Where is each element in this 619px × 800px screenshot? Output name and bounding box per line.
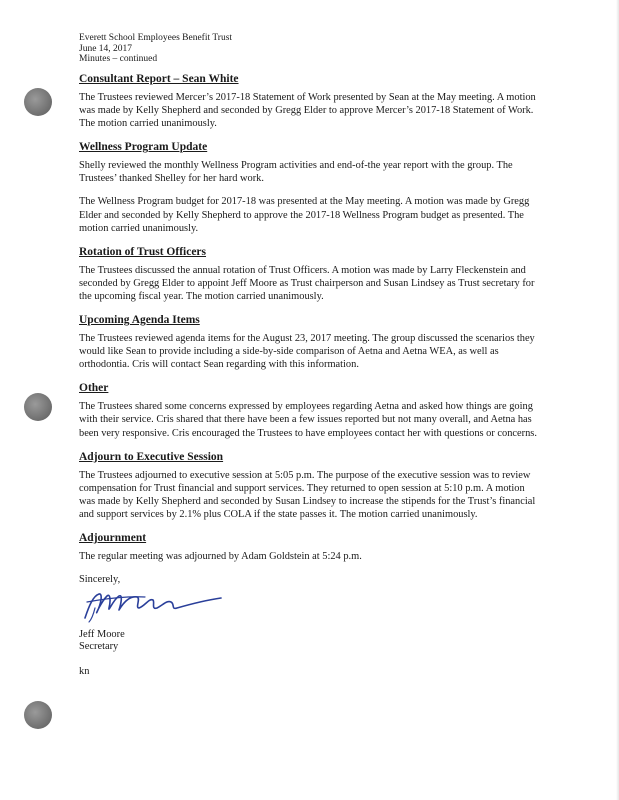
section-consultant-report [79,72,541,130]
section-paragraph: The Trustees reviewed agenda items for the August 23, 2017 meeting. The group discussed the scenarios they would like Sean to provide including a side-by-side comparison of Aetna and Aetna WEA, as well as orthodontia. Cris will contact Sean regarding with this information. [79,333,535,371]
handwritten-signature [79,588,239,624]
header-org: Everett School Employees Benefit Trust [79,33,233,43]
section-paragraph: The Trustees adjourned to executive session at 5:05 p.m. The purpose of the executive session was to review compensation for Trust financial and support services. They returned to open session at 5:10 p.m. A motion was made by Kelly Shepherd and seconded by Susan Lindsey to increase the stipends for the Trust’s financial and support services by 2.1% plus COLA if the state passes it. The motion carried unanimously. [79,469,536,520]
section-executive-session [79,450,541,521]
section-paragraph: The Trustees discussed the annual rotation of Trust Officers. A motion was made by Larry Fleckenstein and seconded by Gregg Elder to appoint Jeff Moore as Trust chairperson and Susan Lindsey as Trust secretary for the upcoming fiscal year. The motion carried unanimously. [79,264,535,302]
section-heading: Wellness Program Update [79,141,208,154]
section-paragraph: The Wellness Program budget for 2017-18 was presented at the May meeting. A motion was made by Gregg Elder and seconded by Kelly Shepherd to approve the 2017-18 Wellness Program budget as presented. The motion carried unanimously. [79,196,530,234]
section-paragraph: Shelly reviewed the monthly Wellness Program activities and end-of-the year report with the group. The Trustees’ thanked Shelley for her hard work. [79,160,513,185]
section-rotation-officers [79,245,541,303]
section-other [79,381,541,439]
section-wellness-program [79,140,541,234]
punch-hole-bottom [24,701,52,729]
section-heading: Other [79,382,109,395]
section-heading: Adjourn to Executive Session [79,450,224,463]
section-heading: Adjournment [79,531,147,544]
section-heading: Consultant Report – Sean White [79,73,239,85]
signer-title: Secretary [79,641,119,653]
typist-initials: kn [79,666,90,678]
punch-hole-middle [24,393,52,421]
section-heading: Rotation of Trust Officers [79,245,207,258]
header-date: June 14, 2017 [79,43,133,54]
closing-block [79,573,541,677]
header-subtitle: Minutes – continued [79,54,158,64]
section-paragraph: The Trustees shared some concerns expressed by employees regarding Aetna and asked how things are going with their service. Cris shared that there have been a few issues reported but not many overall, and Aetna has been very responsive. Cris encouraged the Trustees to have employees contact her with questions or concerns. [79,401,537,439]
signer-name: Jeff Moore [79,629,125,641]
closing-salutation: Sincerely, [79,574,121,586]
section-paragraph: The Trustees reviewed Mercer’s 2017-18 Statement of Work presented by Sean at the May meeting. A motion was made by Kelly Shepherd and seconded by Gregg Elder to approve Mercer’s 2017-18 Statement of Work. The motion carried unanimously. [79,92,536,130]
section-upcoming-agenda [79,313,541,371]
section-adjournment [79,531,541,563]
punch-hole-top [24,88,52,116]
page-header [79,33,232,65]
minutes-body [79,72,541,677]
section-paragraph: The regular meeting was adjourned by Adam Goldstein at 5:24 p.m. [79,550,362,562]
section-heading: Upcoming Agenda Items [79,314,200,327]
